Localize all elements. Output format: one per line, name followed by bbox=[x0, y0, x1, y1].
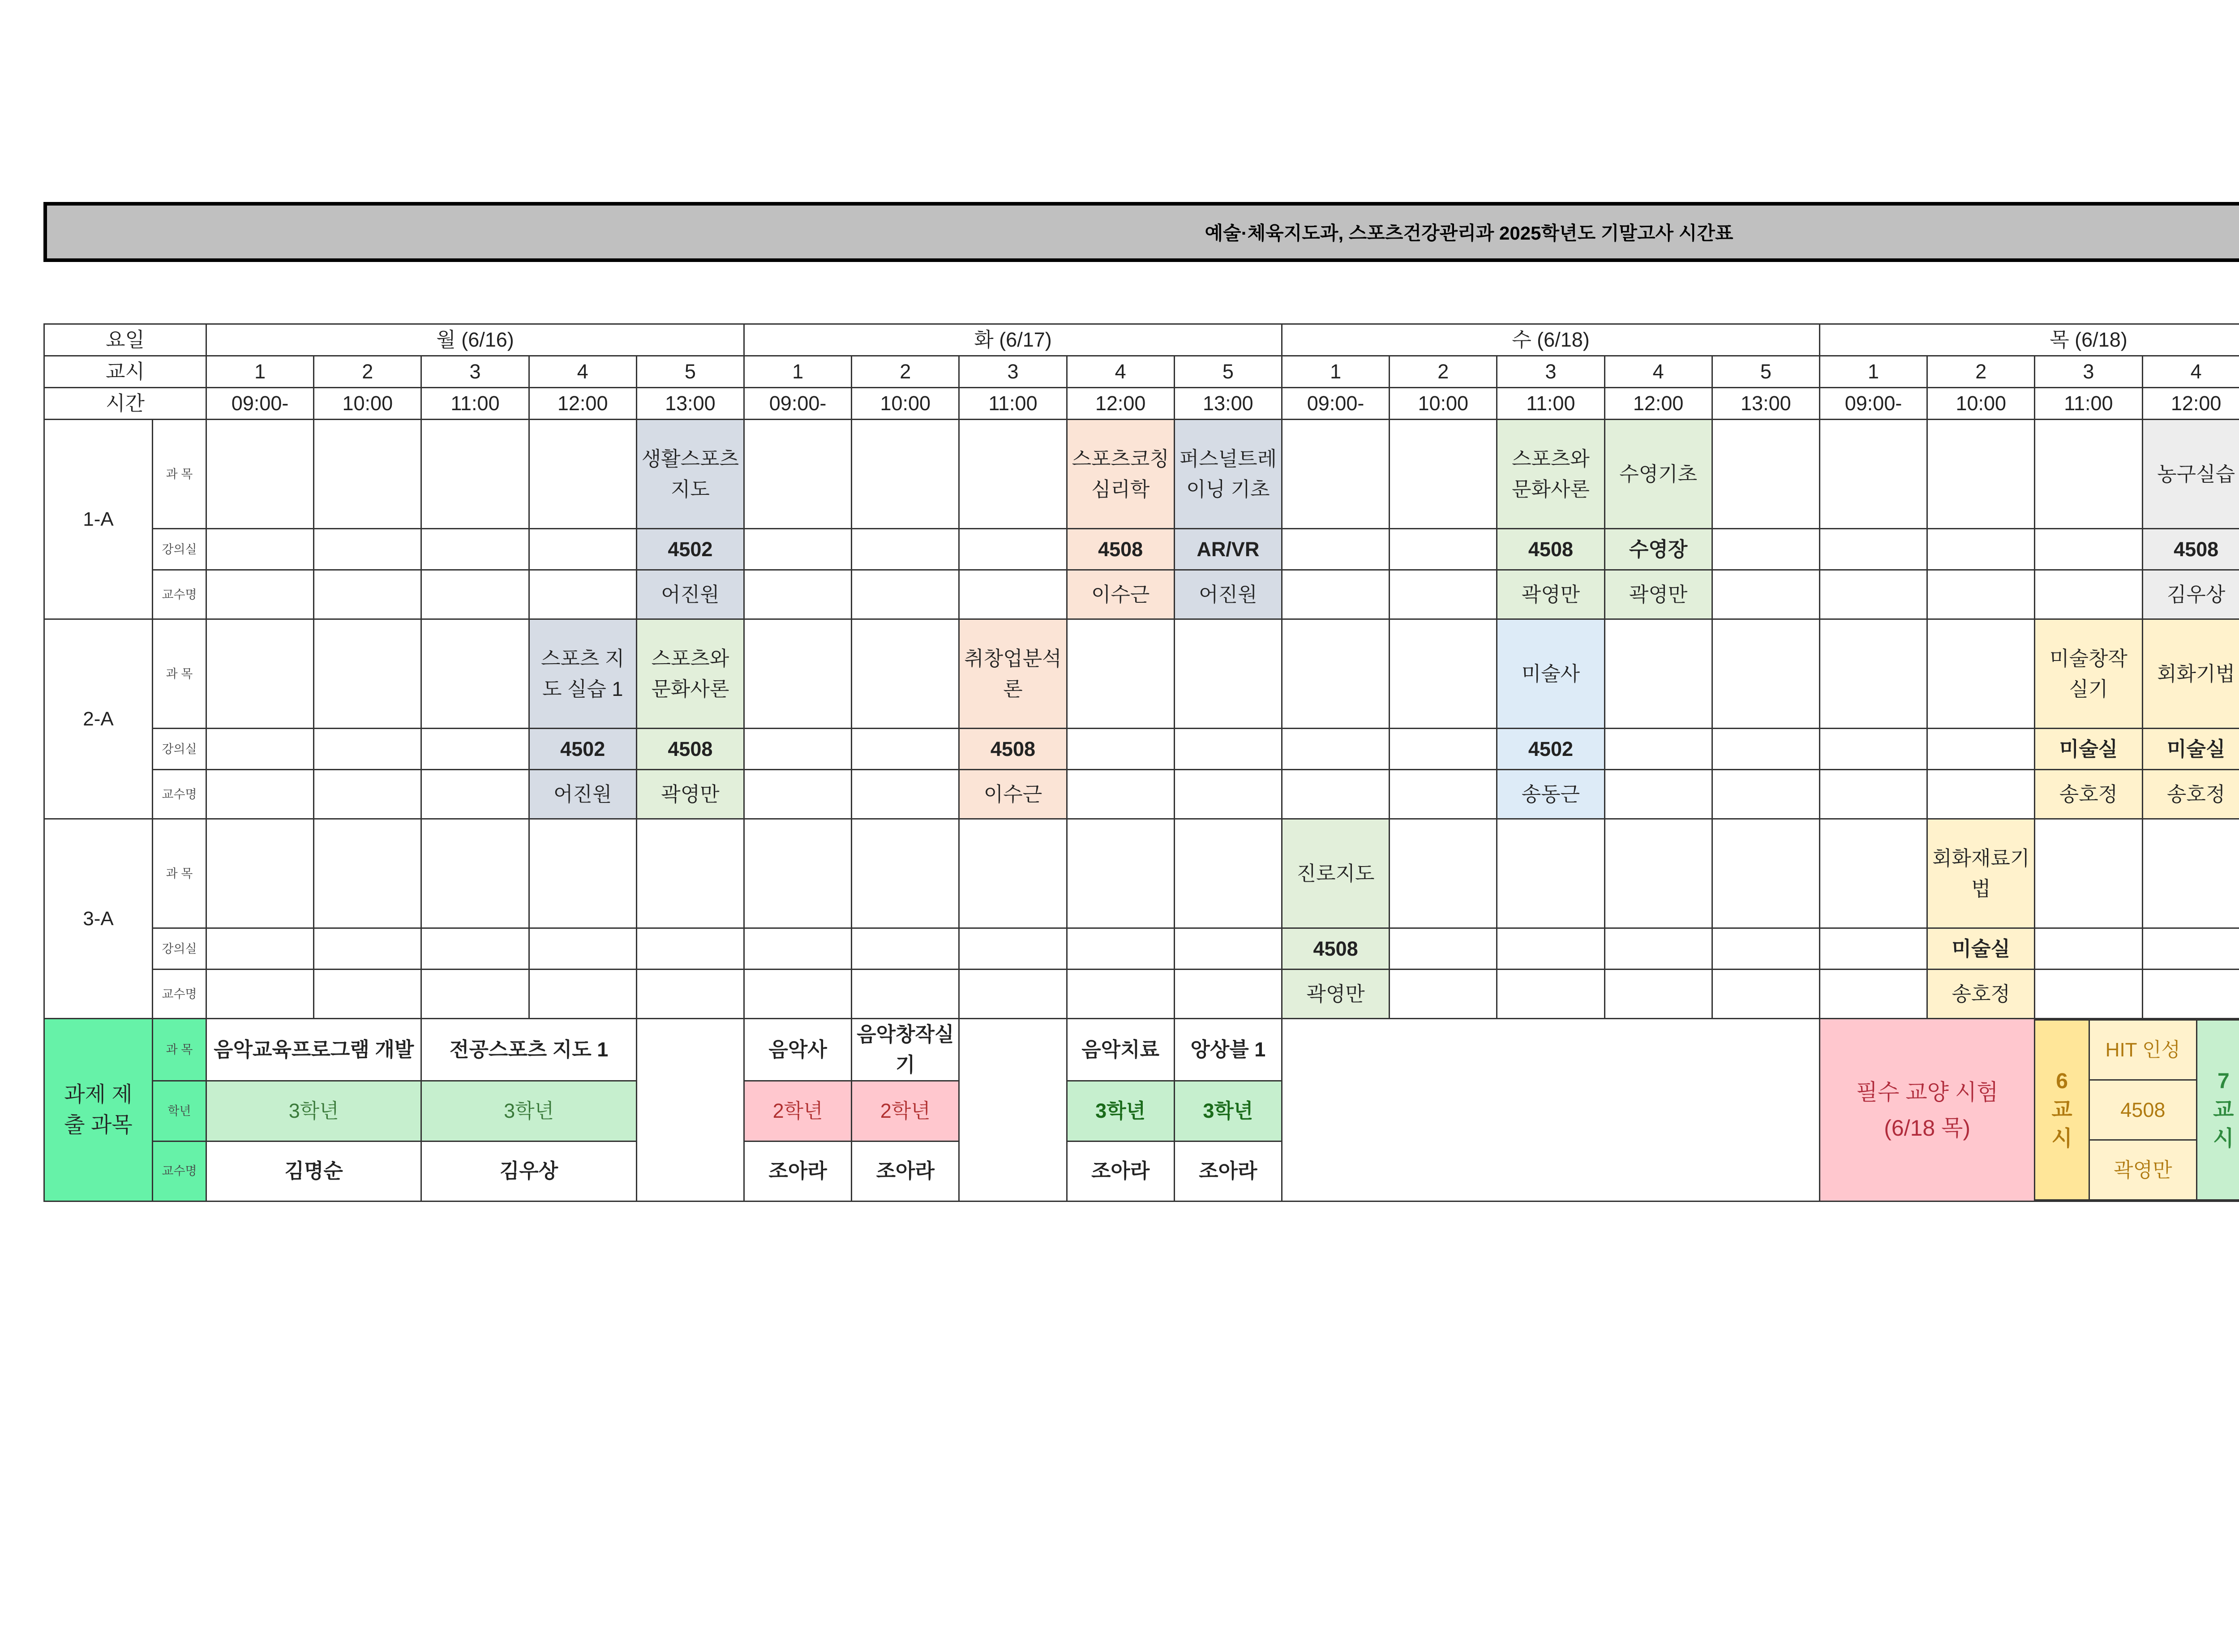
period-number: 3 bbox=[959, 356, 1067, 388]
period-time: 09:00- bbox=[744, 388, 852, 420]
homework-professor: 조아라 bbox=[852, 1141, 959, 1201]
exam-professor: 곽영만 bbox=[636, 770, 744, 819]
empty-slot bbox=[1604, 819, 1712, 928]
empty-slot bbox=[744, 619, 852, 729]
empty-slot bbox=[1174, 928, 1282, 970]
exam-subject: 회화기법 bbox=[2142, 619, 2239, 729]
hit-room: 4508 bbox=[2089, 1080, 2196, 1140]
exam-room: 4502 bbox=[1497, 729, 1604, 770]
empty-slot bbox=[744, 729, 852, 770]
empty-slot bbox=[421, 420, 529, 529]
exam-professor: 송호정 bbox=[2142, 770, 2239, 819]
empty-slot bbox=[1712, 529, 1819, 570]
empty-slot bbox=[1390, 729, 1497, 770]
homework-professor: 김명순 bbox=[206, 1141, 421, 1201]
empty-slot bbox=[959, 819, 1067, 928]
subject-row-label: 과 목 bbox=[153, 619, 206, 729]
period-number: 2 bbox=[1390, 356, 1497, 388]
empty-slot bbox=[1604, 928, 1712, 970]
empty-slot bbox=[852, 770, 959, 819]
homework-subject: 앙상블 1 bbox=[1174, 1019, 1282, 1081]
empty-slot bbox=[744, 420, 852, 529]
empty-slot bbox=[959, 570, 1067, 619]
empty-slot bbox=[1819, 619, 1927, 729]
empty-slot bbox=[1927, 770, 2035, 819]
notice-line-2: (6/18 목) bbox=[1884, 1115, 1971, 1141]
empty-slot bbox=[1282, 420, 1389, 529]
empty-slot bbox=[2035, 819, 2142, 928]
empty-slot bbox=[2035, 420, 2142, 529]
period-number: 1 bbox=[206, 356, 314, 388]
period-number: 5 bbox=[1712, 356, 1819, 388]
exam-subject: 미술사 bbox=[1497, 619, 1604, 729]
empty-slot bbox=[206, 970, 314, 1019]
empty-slot bbox=[744, 570, 852, 619]
empty-slot bbox=[1282, 1019, 1819, 1201]
exam-room: 4508 bbox=[1497, 529, 1604, 570]
exam-subject: 스포츠코칭심리학 bbox=[1067, 420, 1174, 529]
empty-slot bbox=[852, 420, 959, 529]
class-row bbox=[44, 819, 2239, 928]
empty-slot bbox=[1819, 770, 1927, 819]
notice-line-1: 필수 교양 시험 bbox=[1856, 1079, 1999, 1105]
period-number: 5 bbox=[636, 356, 744, 388]
empty-slot bbox=[852, 619, 959, 729]
empty-slot bbox=[1390, 819, 1497, 928]
period-time: 13:00 bbox=[1174, 388, 1282, 420]
empty-slot bbox=[1174, 970, 1282, 1019]
exam-room: 미술실 bbox=[2035, 729, 2142, 770]
empty-slot bbox=[1712, 819, 1819, 928]
empty-slot bbox=[314, 420, 421, 529]
empty-slot bbox=[314, 570, 421, 619]
class-row bbox=[44, 729, 2239, 770]
period-number: 2 bbox=[852, 356, 959, 388]
empty-slot bbox=[1390, 570, 1497, 619]
homework-grade: 3학년 bbox=[1067, 1081, 1174, 1141]
empty-slot bbox=[1819, 819, 1927, 928]
empty-slot bbox=[314, 970, 421, 1019]
empty-slot bbox=[2035, 529, 2142, 570]
empty-slot bbox=[1819, 928, 1927, 970]
period-time: 10:00 bbox=[852, 388, 959, 420]
empty-slot bbox=[206, 819, 314, 928]
empty-slot bbox=[852, 529, 959, 570]
period-time: 12:00 bbox=[2142, 388, 2239, 420]
empty-slot bbox=[1390, 928, 1497, 970]
homework-grade: 2학년 bbox=[744, 1081, 852, 1141]
period-number: 2 bbox=[314, 356, 421, 388]
empty-slot bbox=[1927, 529, 2035, 570]
empty-slot bbox=[1390, 970, 1497, 1019]
period-time: 11:00 bbox=[1497, 388, 1604, 420]
day-header-wed: 수 (6/18) bbox=[1282, 324, 1819, 356]
empty-slot bbox=[206, 619, 314, 729]
empty-slot bbox=[1067, 928, 1174, 970]
exam-room: 미술실 bbox=[1927, 928, 2035, 970]
empty-slot bbox=[206, 770, 314, 819]
empty-slot bbox=[1497, 928, 1604, 970]
period-number: 1 bbox=[744, 356, 852, 388]
empty-slot bbox=[1712, 619, 1819, 729]
empty-slot bbox=[314, 619, 421, 729]
homework-section-label: 과제 제출 과목 bbox=[44, 1019, 153, 1201]
period-time: 12:00 bbox=[529, 388, 636, 420]
empty-slot bbox=[1927, 729, 2035, 770]
period-time: 10:00 bbox=[314, 388, 421, 420]
exam-subject: 스포츠와 문화사론 bbox=[1497, 420, 1604, 529]
subject-row-label: 과 목 bbox=[153, 420, 206, 529]
homework-professor: 조아라 bbox=[1174, 1141, 1282, 1201]
class-row bbox=[44, 570, 2239, 619]
empty-slot bbox=[314, 729, 421, 770]
class-label: 2-A bbox=[44, 619, 153, 819]
empty-slot bbox=[2142, 819, 2239, 928]
empty-slot bbox=[529, 420, 636, 529]
empty-slot bbox=[529, 819, 636, 928]
exam-period-label: 6 교 시 bbox=[2035, 1020, 2089, 1200]
period-header-label: 교시 bbox=[44, 356, 206, 388]
period-number: 3 bbox=[1497, 356, 1604, 388]
empty-slot bbox=[1712, 570, 1819, 619]
empty-slot bbox=[744, 819, 852, 928]
empty-slot bbox=[1927, 619, 2035, 729]
empty-slot bbox=[1067, 970, 1174, 1019]
empty-slot bbox=[206, 420, 314, 529]
empty-slot bbox=[1497, 970, 1604, 1019]
empty-slot bbox=[1282, 570, 1389, 619]
homework-subject: 음악사 bbox=[744, 1019, 852, 1081]
exam-professor: 이수근 bbox=[959, 770, 1067, 819]
exam-room: 4502 bbox=[529, 729, 636, 770]
exam-professor: 송호정 bbox=[1927, 970, 2035, 1019]
class-row bbox=[44, 420, 2239, 529]
exam-room: 4508 bbox=[959, 729, 1067, 770]
period-time: 10:00 bbox=[1390, 388, 1497, 420]
class-row bbox=[44, 970, 2239, 1019]
homework-professor: 김우상 bbox=[421, 1141, 636, 1201]
empty-slot bbox=[1819, 529, 1927, 570]
hit-subject: HIT 인성 bbox=[2089, 1020, 2196, 1080]
empty-slot bbox=[636, 1019, 744, 1201]
empty-slot bbox=[2035, 970, 2142, 1019]
period-number: 3 bbox=[2035, 356, 2142, 388]
homework-subject: 음악교육프로그램 개발 bbox=[206, 1019, 421, 1081]
exam-room: 4508 bbox=[636, 729, 744, 770]
homework-grade: 3학년 bbox=[421, 1081, 636, 1141]
empty-slot bbox=[959, 420, 1067, 529]
day-header-label: 요일 bbox=[44, 324, 206, 356]
exam-room: 미술실 bbox=[2142, 729, 2239, 770]
empty-slot bbox=[1390, 770, 1497, 819]
empty-slot bbox=[959, 1019, 1067, 1201]
page-title: 예술·체육지도과, 스포츠건강관리과 2025학년도 기말고사 시간표 bbox=[43, 202, 2239, 262]
empty-slot bbox=[529, 570, 636, 619]
empty-slot bbox=[1282, 770, 1389, 819]
homework-subject: 음악치료 bbox=[1067, 1019, 1174, 1081]
empty-slot bbox=[1712, 770, 1819, 819]
empty-slot bbox=[529, 928, 636, 970]
empty-slot bbox=[1819, 570, 1927, 619]
period-number: 1 bbox=[1819, 356, 1927, 388]
subject-row-label: 과 목 bbox=[153, 819, 206, 928]
empty-slot bbox=[206, 570, 314, 619]
required-liberal-arts-notice bbox=[1819, 1019, 2034, 1201]
empty-slot bbox=[1604, 770, 1712, 819]
empty-slot bbox=[314, 928, 421, 970]
empty-slot bbox=[636, 819, 744, 928]
empty-slot bbox=[852, 970, 959, 1019]
empty-slot bbox=[636, 928, 744, 970]
exam-period-label: 7 교 시 bbox=[2196, 1020, 2239, 1200]
exam-professor: 곽영만 bbox=[1497, 570, 1604, 619]
class-label: 3-A bbox=[44, 819, 153, 1019]
period-number: 4 bbox=[529, 356, 636, 388]
empty-slot bbox=[1067, 619, 1174, 729]
period-time: 13:00 bbox=[1712, 388, 1819, 420]
empty-slot bbox=[1282, 619, 1389, 729]
empty-slot bbox=[959, 529, 1067, 570]
empty-slot bbox=[1712, 928, 1819, 970]
exam-subject: 미술창작 실기 bbox=[2035, 619, 2142, 729]
empty-slot bbox=[1819, 420, 1927, 529]
exam-subject: 스포츠 지도 실습 1 bbox=[529, 619, 636, 729]
period-time: 13:00 bbox=[636, 388, 744, 420]
empty-slot bbox=[421, 729, 529, 770]
exam-professor: 어진원 bbox=[1174, 570, 1282, 619]
empty-slot bbox=[1390, 420, 1497, 529]
empty-slot bbox=[421, 570, 529, 619]
hit-professor: 곽영만 bbox=[2089, 1140, 2196, 1200]
exam-subject: 진로지도 bbox=[1282, 819, 1389, 928]
exam-professor: 어진원 bbox=[529, 770, 636, 819]
empty-slot bbox=[421, 770, 529, 819]
empty-slot bbox=[2142, 928, 2239, 970]
exam-subject: 농구실습 bbox=[2142, 420, 2239, 529]
empty-slot bbox=[421, 928, 529, 970]
period-time: 09:00- bbox=[1282, 388, 1389, 420]
exam-professor: 곽영만 bbox=[1604, 570, 1712, 619]
homework-professor: 조아라 bbox=[744, 1141, 852, 1201]
exam-room: 4508 bbox=[1282, 928, 1389, 970]
homework-subject: 전공스포츠 지도 1 bbox=[421, 1019, 636, 1081]
empty-slot bbox=[421, 529, 529, 570]
empty-slot bbox=[959, 970, 1067, 1019]
empty-slot bbox=[421, 619, 529, 729]
exam-professor: 송동근 bbox=[1497, 770, 1604, 819]
empty-slot bbox=[744, 928, 852, 970]
class-row bbox=[44, 529, 2239, 570]
exam-subject: 회화재료기법 bbox=[1927, 819, 2035, 928]
empty-slot bbox=[1174, 819, 1282, 928]
professor-row-label: 교수명 bbox=[153, 1141, 206, 1201]
empty-slot bbox=[529, 970, 636, 1019]
empty-slot bbox=[1067, 729, 1174, 770]
empty-slot bbox=[529, 529, 636, 570]
empty-slot bbox=[1174, 619, 1282, 729]
empty-slot bbox=[1819, 970, 1927, 1019]
homework-row bbox=[44, 1019, 2239, 1081]
empty-slot bbox=[1604, 619, 1712, 729]
empty-slot bbox=[2142, 970, 2239, 1019]
exam-subject: 취창업분석론 bbox=[959, 619, 1067, 729]
empty-slot bbox=[1819, 729, 1927, 770]
period-number: 4 bbox=[2142, 356, 2239, 388]
empty-slot bbox=[1174, 770, 1282, 819]
room-row-label: 강의실 bbox=[153, 928, 206, 970]
empty-slot bbox=[206, 729, 314, 770]
empty-slot bbox=[1604, 729, 1712, 770]
empty-slot bbox=[744, 529, 852, 570]
empty-slot bbox=[1067, 819, 1174, 928]
empty-slot bbox=[1712, 420, 1819, 529]
empty-slot bbox=[852, 570, 959, 619]
homework-grade: 3학년 bbox=[1174, 1081, 1282, 1141]
empty-slot bbox=[2035, 570, 2142, 619]
period-time: 10:00 bbox=[1927, 388, 2035, 420]
homework-professor: 조아라 bbox=[1067, 1141, 1174, 1201]
exam-subject: 스포츠와 문화사론 bbox=[636, 619, 744, 729]
day-header-tue: 화 (6/17) bbox=[744, 324, 1282, 356]
empty-slot bbox=[1282, 729, 1389, 770]
exam-room: 4508 bbox=[1067, 529, 1174, 570]
empty-slot bbox=[206, 928, 314, 970]
empty-slot bbox=[314, 770, 421, 819]
period-time: 11:00 bbox=[959, 388, 1067, 420]
grade-row-label: 학년 bbox=[153, 1081, 206, 1141]
empty-slot bbox=[1927, 570, 2035, 619]
time-header-label: 시간 bbox=[44, 388, 206, 420]
exam-professor: 김우상 bbox=[2142, 570, 2239, 619]
empty-slot bbox=[744, 970, 852, 1019]
exam-subject: 생활스포츠지도 bbox=[636, 420, 744, 529]
exam-professor: 송호정 bbox=[2035, 770, 2142, 819]
empty-slot bbox=[314, 819, 421, 928]
empty-slot bbox=[206, 529, 314, 570]
homework-grade: 3학년 bbox=[206, 1081, 421, 1141]
empty-slot bbox=[2035, 928, 2142, 970]
professor-row-label: 교수명 bbox=[153, 970, 206, 1019]
exam-room: 4508 bbox=[2142, 529, 2239, 570]
exam-professor: 곽영만 bbox=[1282, 970, 1389, 1019]
empty-slot bbox=[421, 970, 529, 1019]
period-number: 1 bbox=[1282, 356, 1389, 388]
class-row bbox=[44, 928, 2239, 970]
exam-room: 수영장 bbox=[1604, 529, 1712, 570]
empty-slot bbox=[314, 529, 421, 570]
room-row-label: 강의실 bbox=[153, 729, 206, 770]
period-time: 12:00 bbox=[1604, 388, 1712, 420]
empty-slot bbox=[1604, 970, 1712, 1019]
exam-timetable bbox=[43, 323, 2239, 1202]
period-number: 2 bbox=[1927, 356, 2035, 388]
exam-subject: 수영기초 bbox=[1604, 420, 1712, 529]
empty-slot bbox=[959, 928, 1067, 970]
period-time: 11:00 bbox=[2035, 388, 2142, 420]
exam-professor: 어진원 bbox=[636, 570, 744, 619]
empty-slot bbox=[852, 729, 959, 770]
period-time: 09:00- bbox=[206, 388, 314, 420]
exam-professor: 이수근 bbox=[1067, 570, 1174, 619]
class-label: 1-A bbox=[44, 420, 153, 619]
empty-slot bbox=[636, 970, 744, 1019]
subject-row-label: 과 목 bbox=[153, 1019, 206, 1081]
empty-slot bbox=[1174, 729, 1282, 770]
homework-grade: 2학년 bbox=[852, 1081, 959, 1141]
empty-slot bbox=[1497, 819, 1604, 928]
homework-subject: 음악창작실기 bbox=[852, 1019, 959, 1081]
empty-slot bbox=[1712, 729, 1819, 770]
day-header-mon: 월 (6/16) bbox=[206, 324, 744, 356]
period-number: 4 bbox=[1067, 356, 1174, 388]
period-number: 4 bbox=[1604, 356, 1712, 388]
empty-slot bbox=[1712, 970, 1819, 1019]
exam-room: 4502 bbox=[636, 529, 744, 570]
empty-slot bbox=[1390, 619, 1497, 729]
exam-subject: 퍼스널트레이닝 기초 bbox=[1174, 420, 1282, 529]
professor-row-label: 교수명 bbox=[153, 570, 206, 619]
empty-slot bbox=[1282, 529, 1389, 570]
day-header-thu: 목 (6/18) bbox=[1819, 324, 2239, 356]
class-row bbox=[44, 770, 2239, 819]
empty-slot bbox=[852, 928, 959, 970]
empty-slot bbox=[1927, 420, 2035, 529]
empty-slot bbox=[1067, 770, 1174, 819]
class-row bbox=[44, 619, 2239, 729]
period-number: 3 bbox=[421, 356, 529, 388]
room-row-label: 강의실 bbox=[153, 529, 206, 570]
exam-room: AR/VR bbox=[1174, 529, 1282, 570]
hit-exam-block bbox=[2035, 1019, 2239, 1201]
period-time: 09:00- bbox=[1819, 388, 1927, 420]
empty-slot bbox=[1390, 529, 1497, 570]
empty-slot bbox=[744, 770, 852, 819]
professor-row-label: 교수명 bbox=[153, 770, 206, 819]
period-number: 5 bbox=[1174, 356, 1282, 388]
period-time: 11:00 bbox=[421, 388, 529, 420]
empty-slot bbox=[421, 819, 529, 928]
empty-slot bbox=[852, 819, 959, 928]
period-time: 12:00 bbox=[1067, 388, 1174, 420]
